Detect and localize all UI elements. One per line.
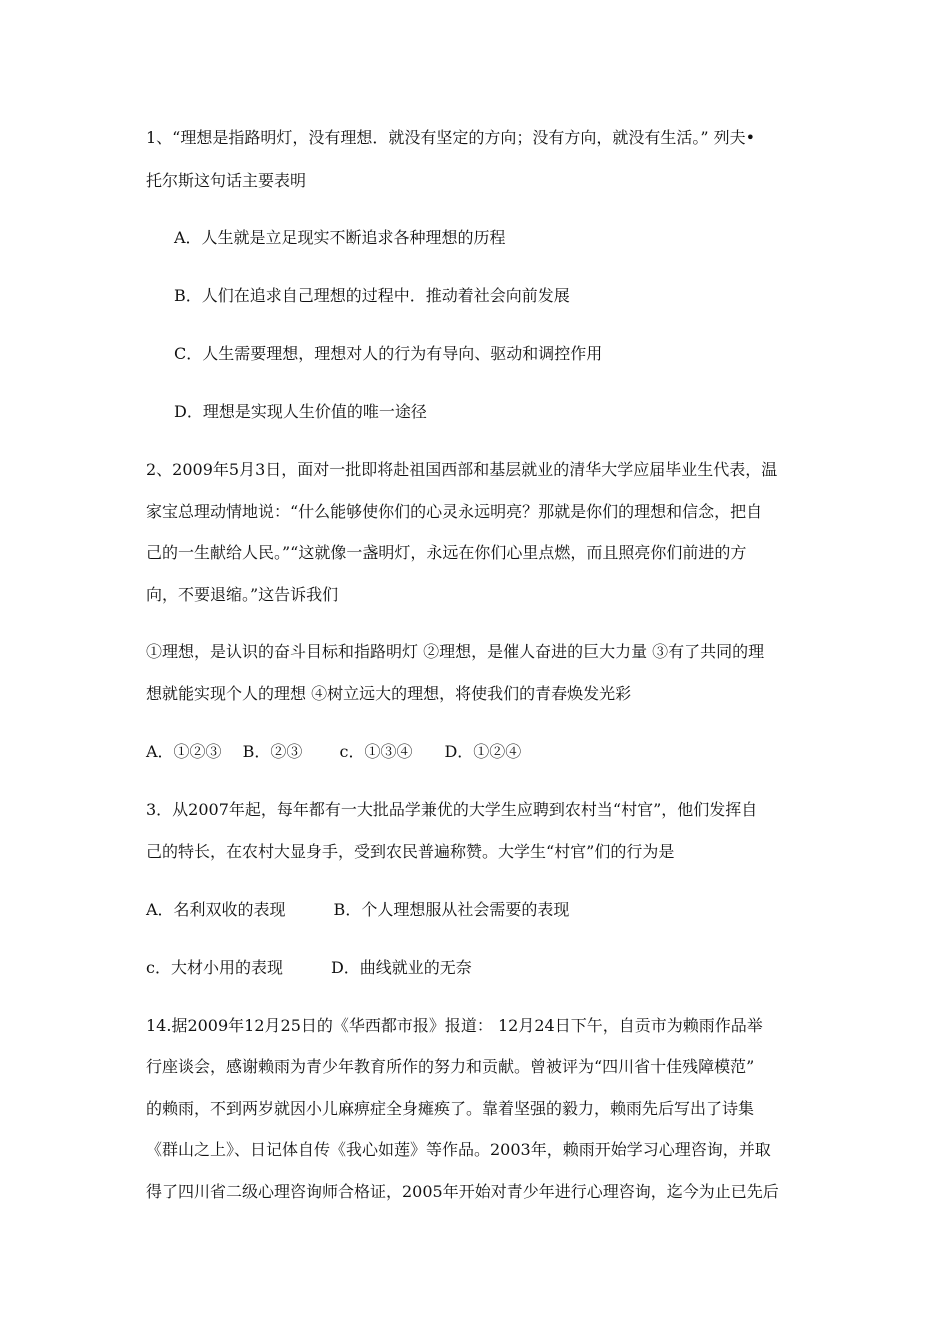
q1-option-d: D．理想是实现人生价值的唯一途径 [174, 402, 427, 421]
q2-statements-line-2: 想就能实现个人的理想 ④树立远大的理想，将使我们的青春焕发光彩 [146, 684, 632, 703]
q3-stem-line-1: 3．从2007年起，每年都有一大批品学兼优的大学生应聘到农村当“村官”，他们发挥自 [146, 800, 758, 819]
q2-statements-line-1: ①理想，是认识的奋斗目标和指路明灯 ②理想，是催人奋进的巨大力量 ③有了共同的理 [146, 642, 765, 661]
q3-stem-line-2: 己的特长，在农村大显身手，受到农民普遍称赞。大学生“村官”们的行为是 [146, 842, 675, 861]
q3-options-line-2: c．大材小用的表现 D．曲线就业的无奈 [146, 958, 472, 977]
q1-option-b: B．人们在追求自己理想的过程中．推动着社会向前发展 [174, 286, 570, 305]
q14-stem-line-3: 的赖雨，不到两岁就因小儿麻痹症全身瘫痪了。靠着坚强的毅力，赖雨先后写出了诗集 [146, 1099, 755, 1118]
q14-stem-line-5: 得了四川省二级心理咨询师合格证，2005年开始对青少年进行心理咨询，迄今为止已先后 [146, 1182, 779, 1201]
q1-stem-line-1: 1、“理想是指路明灯，没有理想．就没有坚定的方向；没有方向，就没有生活。” 列夫• [146, 128, 756, 147]
q1-option-c: C．人生需要理想，理想对人的行为有导向、驱动和调控作用 [174, 344, 603, 363]
q1-stem-line-2: 托尔斯这句话主要表明 [146, 171, 307, 190]
q14-stem-line-2: 行座谈会，感谢赖雨为青少年教育所作的努力和贡献。曾被评为“四川省十佳残障模范” [146, 1057, 755, 1076]
q2-stem-line-4: 向，不要退缩。”这告诉我们 [146, 585, 339, 604]
q3-options-line-1: A．名利双收的表现 B．个人理想服从社会需要的表现 [146, 900, 570, 919]
q14-stem-line-1: 14.据2009年12月25日的《华西都市报》报道： 12月24日下午，自贡市为赖雨作品举 [146, 1016, 763, 1035]
q2-stem-line-1: 2、2009年5月3日，面对一批即将赴祖国西部和基层就业的清华大学应届毕业生代表，温 [146, 460, 778, 479]
q1-option-a: A．人生就是立足现实不断追求各种理想的历程 [174, 228, 506, 247]
q2-options: A．①②③ B．②③ c．①③④ D．①②④ [146, 742, 522, 761]
q2-stem-line-2: 家宝总理动情地说：“什么能够使你们的心灵永远明亮？那就是你们的理想和信念，把自 [146, 502, 763, 521]
q14-stem-line-4: 《群山之上》、日记体自传《我心如莲》等作品。2003年，赖雨开始学习心理咨询，并取 [146, 1140, 771, 1159]
q2-stem-line-3: 己的一生献给人民。”“这就像一盏明灯，永远在你们心里点燃，而且照亮你们前进的方 [146, 543, 747, 562]
